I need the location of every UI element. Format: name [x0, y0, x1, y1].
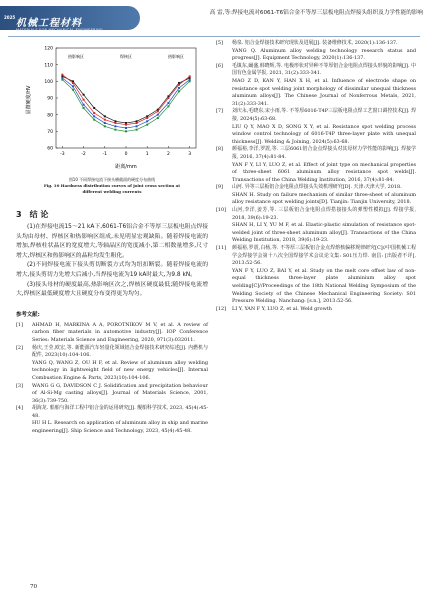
reference-line: YAN F Y, LUO Z, BAI Y, et al. Study on the melt core offset law of non-equal thickness three-layer plate aluminium alloy spot welding[C]//Proceedings of the 18th National Welding Symposium of the Welding Society of the Chinese Mechanical Engineering Society: S01 Pressure Welding. Nanchang: [s.n.], 2013:52-56. [232, 267, 416, 305]
data-point [83, 94, 85, 96]
figure-caption-en-2: different welding currents [82, 189, 142, 194]
data-point [178, 84, 180, 86]
plot-frame [56, 48, 196, 148]
data-point [72, 89, 74, 91]
reference-line: 刘庆永,毛晓东,宋小雨,等. 不等厚6016-T4P三层板电阻点焊工艺窗口调控技术[J]. 焊接, 2024(5):63-68. [232, 108, 416, 122]
reference-text [232, 184, 416, 207]
data-point [83, 104, 85, 106]
journal-year: 2025 [4, 15, 16, 20]
reference-number: [6] [216, 62, 223, 69]
reference-number: [1] [16, 321, 23, 328]
reference-line: HU H L. Research on application of aluminum alloy in ship and marine engineering[J]. Ship Science and Technology, 2023, 45(4):45-48. [32, 420, 208, 435]
data-point [104, 119, 106, 121]
reference-number: [5] [216, 40, 223, 46]
y-tick-label: 60 [47, 146, 53, 152]
y-tick-label: 110 [44, 63, 53, 69]
reference-line: 杨泉. 铝合金焊接技术研究现状及进展[J]. 装备维修技术, 2020(1):136-137. [232, 40, 398, 46]
section-heading [16, 209, 208, 223]
reference-line: LI Y, YAN F Y, LUO Z, et al. Weld growth [232, 305, 332, 312]
reference-number: [9] [216, 184, 223, 191]
y-tick-label: 80 [47, 113, 53, 119]
reference-text [232, 63, 416, 109]
reference-line: 胡海龙. 船舶与海洋工程中铝合金的运用研究[J]. 舰船科学技术, 2023, 45(4):45-48. [32, 405, 208, 419]
data-point [104, 115, 106, 117]
data-point [93, 119, 95, 121]
x-tick-label: -3 [60, 152, 65, 157]
y-tick-label: 90 [47, 96, 53, 102]
data-point [61, 79, 63, 81]
running-title: 高 雷,等:焊接电流对6061-T6铝合金不等厚三层板电阻点焊接头组织及力学性能的影响 [209, 10, 423, 16]
x-tick-label: -2 [81, 152, 86, 157]
conclusion-paragraph-2: (2)不同焊接电流下接头剪切断裂方式均为纽扣断裂。随着焊接电流的增大,接头剪切力先增大后减小,当焊接电流为19 kA时最大,为9.8 kN。 [16, 262, 208, 278]
data-point [93, 107, 95, 109]
reference-line: YANG Q. Aluminum alloy welding technology research status and progress[J]. Equipment Technology, 2020(1):136-137. [232, 47, 416, 62]
reference-line: 颜福裕,罗震,白杨,等. 不等厚三层板铝合金点焊熔核偏移规律研究[C]//中国机械工程学会焊接学会第十八次全国焊接学术会议论文集: S01压力焊. 南昌: [出版者不详], 2013:52-56. [232, 245, 416, 267]
reference-line: MAO Z D, KAN Y, HAN X H, et al. Influence of electrode shape on resistance spot welding joint morphology of dissimilar unequal thickness aluminum alloys[J]. The Chinese Journal of Nonferrous Metals, 2021, 31(2):333-341. [232, 77, 416, 107]
reference-line: 杨庆,王莹,欧宏,等. 新能源汽车轻量化领域铝合金焊接技术研究综述[J]. 内燃机与配件, 2023(10):104-106. [32, 344, 208, 359]
data-point [125, 130, 127, 132]
data-point [178, 90, 180, 92]
data-point [189, 80, 191, 82]
data-point [72, 82, 74, 84]
page-number: 70 [30, 584, 38, 590]
conclusion-paragraph-3: (3)接头母材的硬度最高,热影响区次之,焊核区硬度最低;随焊接电流增大,焊核区最低硬度增大且硬度分布变得更为均匀。 [16, 281, 208, 298]
figure-caption-cn: 图10 不同焊接电流下接头横截面的硬度分布曲线 [68, 177, 156, 182]
x-axis-label: 距离/mm [115, 164, 137, 170]
zone-label-right: 热影响区 [168, 54, 184, 59]
header-rule [8, 36, 420, 37]
journal-title-cn: 机械工程材料 [16, 18, 82, 29]
data-point [146, 120, 148, 122]
reference-text [232, 146, 416, 184]
y-tick-label: 70 [47, 129, 53, 135]
reference-item [216, 108, 416, 146]
reference-number: [12] [216, 305, 227, 312]
reference-text [232, 245, 416, 306]
data-point [104, 122, 106, 124]
data-point [114, 129, 116, 131]
reference-text [232, 306, 416, 314]
x-tick-label: 1 [145, 152, 149, 157]
reference-line: 山河,李洋,姜芳,等. 三层板铝合金电阻点焊搭接接头的弹塑性模拟[J]. 焊接学报, 2018, 39(6):19-23. [232, 207, 416, 221]
reference-line: SHAN H. Study on failure mechanism of similar three-sheet of aluminum alloy resistance spot welding joints[D]. Tianjin: Tianjin University, 2018. [232, 191, 416, 206]
reference-line: YANG Q, WANG Z, OU H F, et al. Review of aluminum alloy welding technology in lightweight field of new energy vehicles[J]. Internal Combustion Engine & Parts, 2023(10):104-106. [32, 359, 208, 381]
reference-item [16, 383, 208, 406]
reference-text [32, 345, 208, 383]
data-point [167, 102, 169, 104]
reference-item [216, 40, 416, 63]
reference-line: 山河. 异等三层板铝合金电阻点焊接头失效机理研究[D]. 天津:天津大学, 2018. [232, 184, 402, 191]
references-heading: 参考文献: [16, 311, 40, 318]
data-point [178, 87, 180, 89]
section-number: 3 [16, 210, 22, 219]
zone-label-mid: 焊核区 [120, 54, 132, 59]
y-tick-label: 100 [44, 79, 53, 85]
reference-item [216, 306, 416, 314]
reference-number: [11] [216, 245, 227, 252]
data-point [114, 125, 116, 127]
data-point [104, 125, 106, 127]
reference-number: [4] [16, 405, 23, 412]
figure-10 [16, 40, 208, 175]
reference-line: 毛镇东,阚盛,韩晓辉,等. 电极形状对异种不等厚铝合金电阻点焊接头形貌的影响[J]. 中国有色金属学报, 2021, 31(2):333-341. [232, 62, 416, 77]
right-column [216, 40, 416, 313]
data-point [93, 112, 95, 114]
journal-title-en: MATERIALS FOR MECHANICAL ENGINEERING [16, 28, 103, 32]
left-column [16, 40, 208, 436]
reference-item [216, 207, 416, 245]
section-title: 结 论 [29, 210, 49, 219]
reference-text [232, 40, 416, 63]
reference-item [16, 405, 208, 435]
data-point [167, 105, 169, 107]
data-point [157, 117, 159, 119]
data-point [114, 122, 116, 124]
x-tick-label: 2 [166, 152, 170, 157]
reference-text [32, 383, 208, 406]
reference-text [232, 108, 416, 146]
hardness-chart [16, 40, 208, 175]
x-tick-label: 3 [188, 152, 192, 157]
reference-item [16, 345, 208, 383]
reference-number: [2] [16, 344, 23, 351]
data-point [72, 85, 74, 87]
reference-text [32, 405, 208, 435]
reference-number: [7] [216, 108, 223, 115]
zone-label-left: 热影响区 [68, 54, 84, 59]
data-point [125, 127, 127, 129]
conclusion-paragraph-1: (1)在焊接电流15～21 kA下,6061-T6铝合金不等厚三层板电阻点焊接头均由母材、焊核区和热影响区组成,未见明显宏观缺陷。随着焊接电流的增加,焊核柱状晶区的宽度增大,等轴晶区的宽度减小,第二相数量增多,尺寸增大,焊核区和热影响区的晶粒均发生粗化。 [16, 224, 208, 259]
reference-text [32, 322, 208, 345]
reference-line: LIU Q Y, MAO X D, SONG X Y, et al. Resistance spot welding process window control technology of 6016-T4P three-layer plate with unequal thickness[J]. Welding & Joining, 2024(5):63-68. [232, 123, 416, 145]
reference-line: YAN F Y, LI Y, LUO Z, et al. Effect of joint type on mechanical properties of three-sheet 6061 aluminum alloy resistance spot welds[J]. Transactions of the China Welding Institution, 2016, 37(4):81-84. [232, 161, 416, 183]
data-point [83, 107, 85, 109]
data-point [93, 115, 95, 117]
y-tick-label: 120 [44, 46, 53, 52]
reference-line: WANG G G, DAVIDSON C J. Solidification and precipitation behaviour of Al-Si-Mg casting alloys[J]. Journal of Materials Science, 2001, 36(3):739-750. [32, 382, 208, 404]
reference-number: [3] [16, 382, 23, 389]
reference-line: SHAN H, LI Y, YU M F, et al. Elastic-plastic simulation of resistance spot-welded joint of three-sheet aluminum alloy[J]. Transactions of the China Welding Institution, 2018, 39(6):19-23. [232, 222, 416, 244]
data-point [136, 122, 138, 124]
y-axis-label: 显微硬度/HV [26, 85, 32, 115]
data-point [61, 74, 63, 76]
reference-number: [10] [216, 207, 227, 214]
data-point [136, 125, 138, 127]
data-point [189, 75, 191, 77]
data-point [83, 99, 85, 101]
figure-caption-en-1: Fig. 10 Hardness distribution curves of joint cross section at [43, 183, 181, 188]
data-point [157, 110, 159, 112]
data-point [167, 97, 169, 99]
data-point [146, 124, 148, 126]
data-point [136, 129, 138, 131]
data-point [146, 117, 148, 119]
reference-item [216, 245, 416, 306]
reference-text [232, 207, 416, 245]
x-tick-label: -1 [102, 152, 108, 157]
journal-header [0, 0, 427, 38]
x-tick-label: 0 [124, 152, 128, 157]
references-list-left [16, 322, 208, 436]
reference-number: [8] [216, 146, 223, 153]
reference-line: 颜福裕,李洋,罗震,等. 三层6061铝合金点焊接头对其母材力学性能的影响[J]. 焊接学报, 2016, 37(4):81-84. [232, 146, 416, 160]
reference-item [216, 146, 416, 184]
data-point [125, 124, 127, 126]
reference-item [216, 63, 416, 109]
references-list-right [216, 40, 416, 313]
reference-item [216, 184, 416, 207]
reference-item [16, 322, 208, 345]
reference-line: AHMAD H, MARKINA A A, POROTNIKOV M V, et al. A review of carbon fiber materials in automotive industry[J]. IOP Conference Series: Materials Science and Engineering, 2020, 971(3):032011. [32, 321, 208, 343]
data-point [157, 114, 159, 116]
